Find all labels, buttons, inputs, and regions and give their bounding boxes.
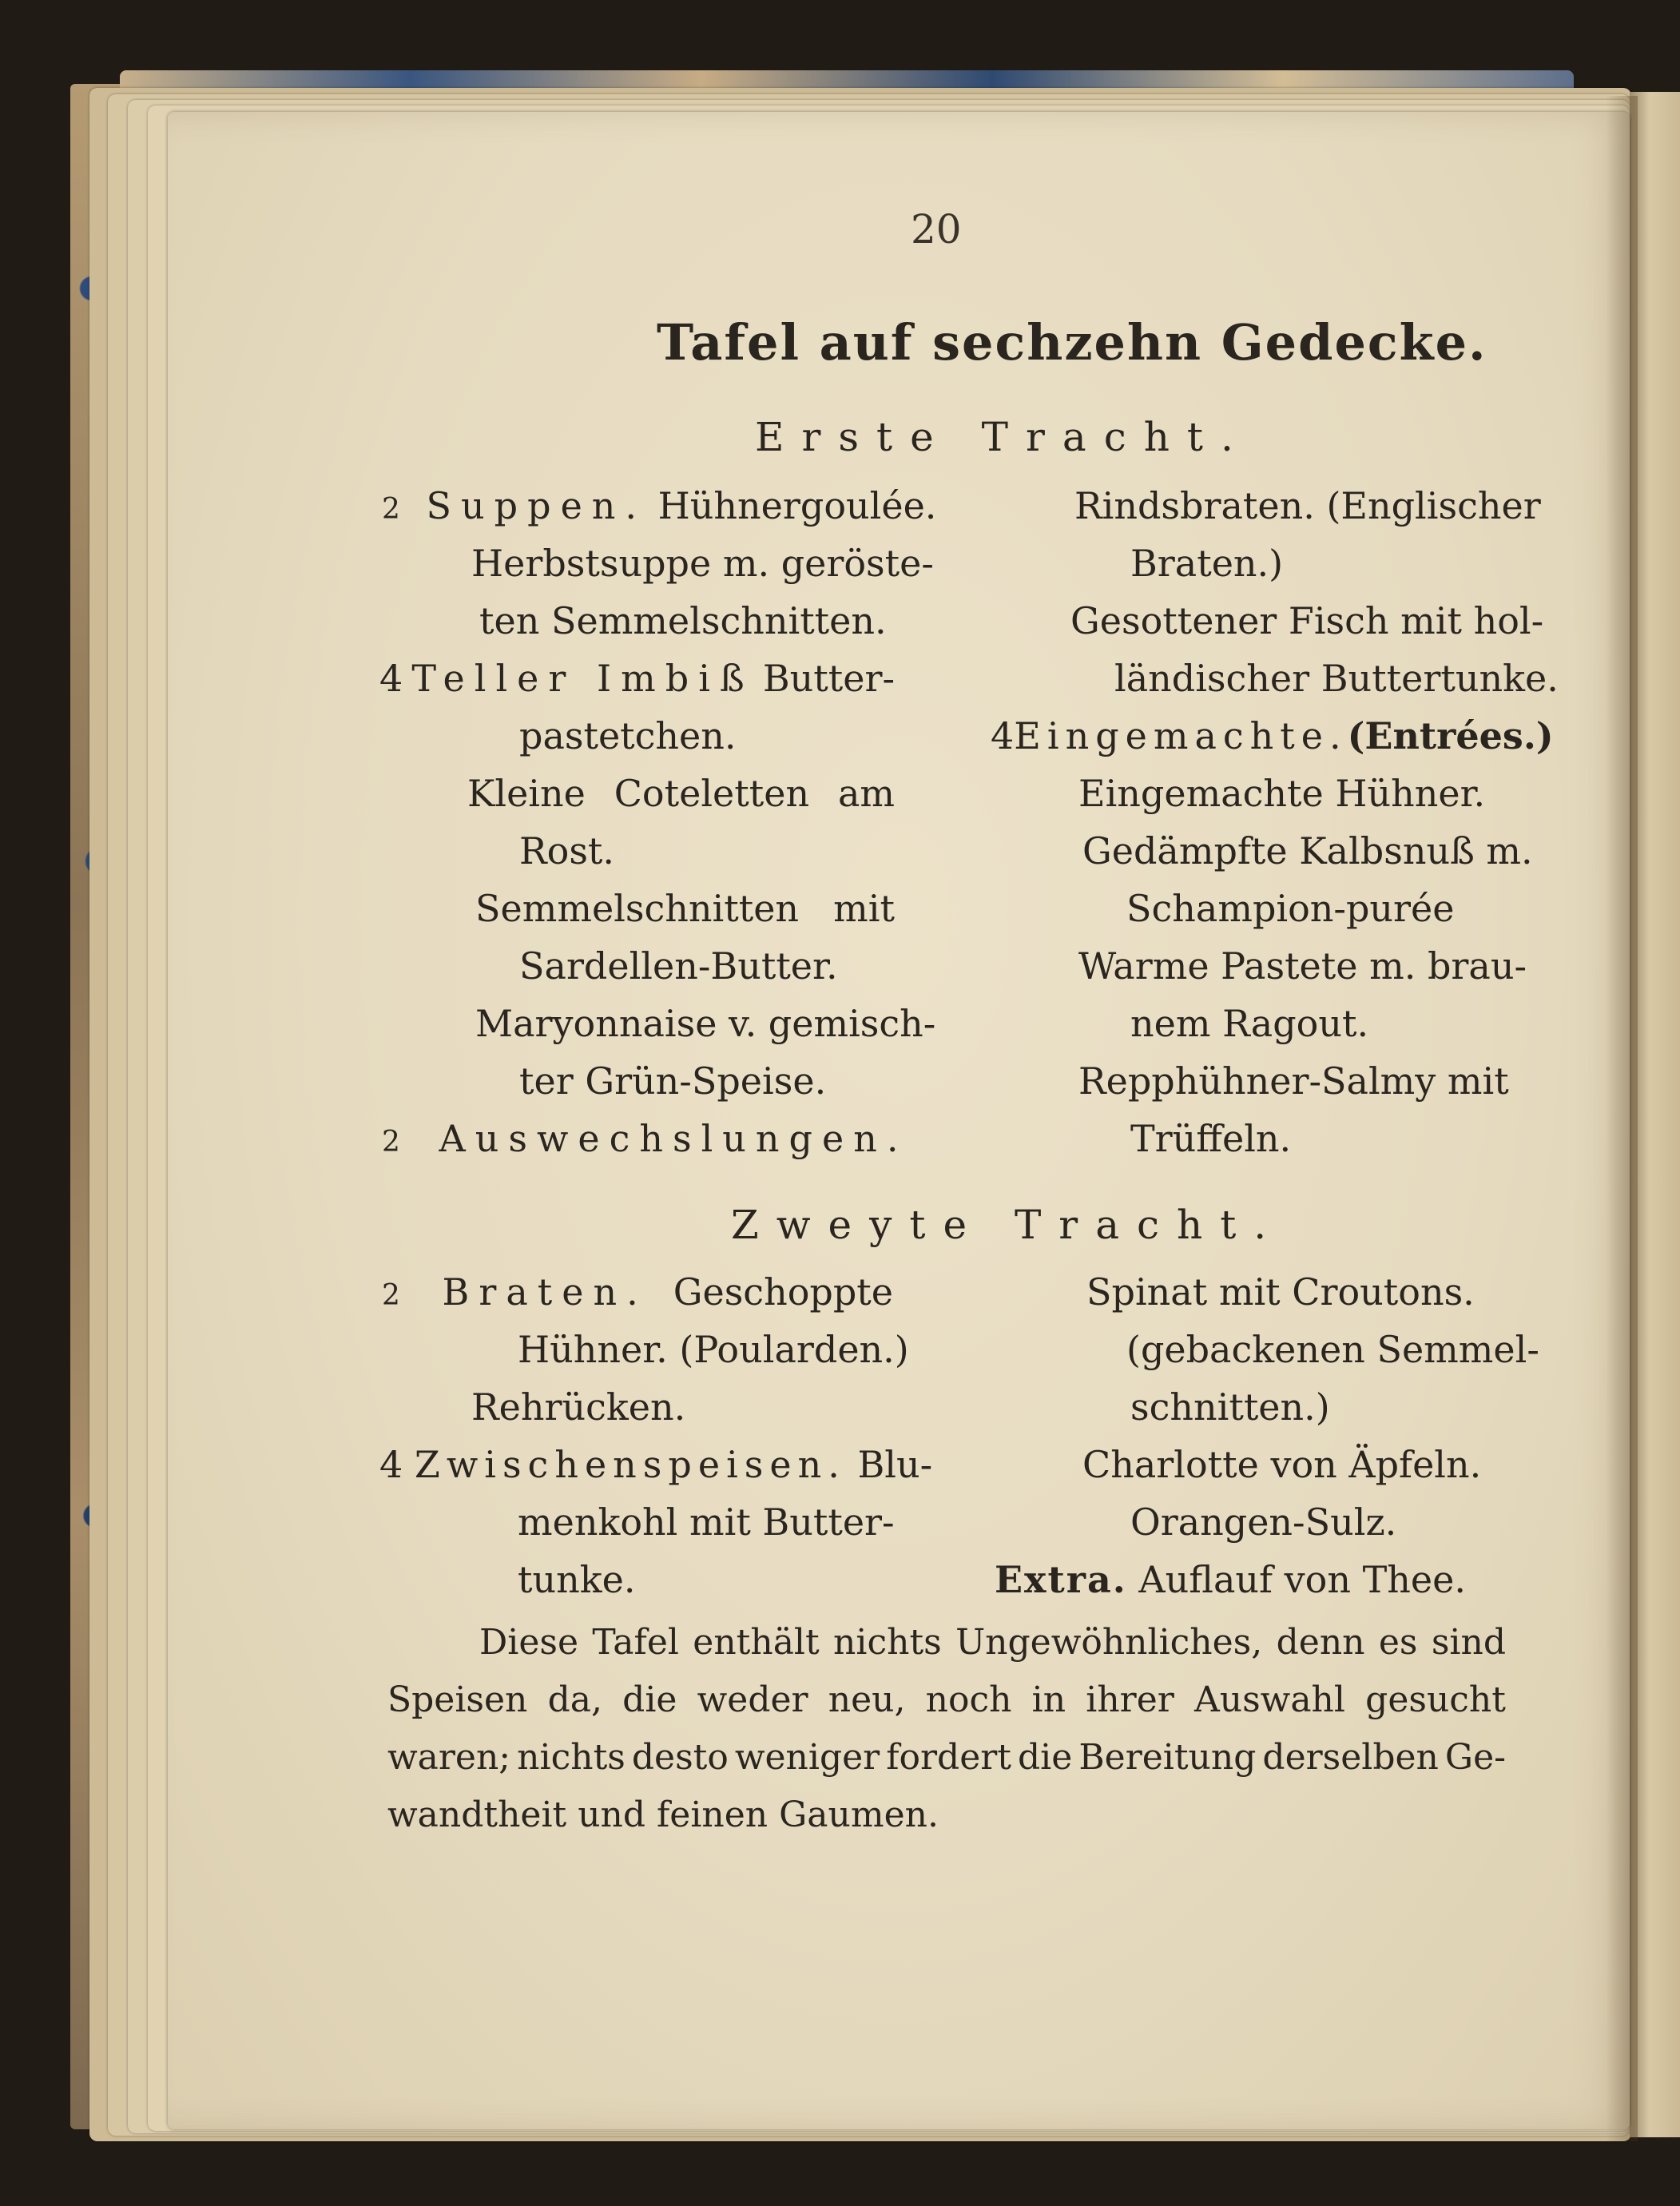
menu-line: Braten.) <box>1130 542 1284 585</box>
word: Speisen <box>387 1679 528 1720</box>
count: 2 <box>382 1279 400 1312</box>
dish-word: Kleine <box>467 772 586 815</box>
menu-line <box>991 714 1554 757</box>
word: desto <box>631 1737 729 1778</box>
menu-line <box>995 1558 1466 1601</box>
dish: (Entrées.) <box>1347 714 1554 757</box>
count: 4 <box>379 657 403 700</box>
word: gesucht <box>1365 1679 1506 1720</box>
word: Ge- <box>1444 1737 1506 1778</box>
menu-line: (gebackenen Semmel- <box>1126 1328 1539 1371</box>
menu-line: ten Semmelschnitten. <box>479 599 887 642</box>
menu-line: Rehrücken. <box>471 1385 686 1429</box>
menu-line <box>382 1117 908 1160</box>
dish-word: Coteletten <box>614 772 810 815</box>
dish-word: mit <box>833 887 895 930</box>
menu-line: Hühner. (Poularden.) <box>518 1328 909 1371</box>
section-label: Teller Imbiß <box>411 657 754 700</box>
dish-word: Semmelschnitten <box>475 887 800 930</box>
word: Ungewöhnliches, <box>955 1622 1263 1663</box>
count-and-label <box>382 1270 648 1314</box>
word: Auswahl <box>1193 1679 1345 1720</box>
menu-line: Herbstsuppe m. geröste- <box>471 542 934 585</box>
word: fordert <box>886 1737 1011 1778</box>
menu-line: Repphühner-Salmy mit <box>1078 1059 1509 1103</box>
word: enthält <box>693 1622 820 1663</box>
section-label: Suppen. <box>426 484 647 527</box>
menu-line: Eingemachte Hühner. <box>1078 772 1486 815</box>
word: in <box>1031 1679 1066 1720</box>
word: waren; <box>387 1737 511 1778</box>
dish-word: am <box>837 772 895 815</box>
count: 2 <box>382 493 400 526</box>
menu-line <box>475 887 895 930</box>
menu-line <box>379 657 895 700</box>
menu-line: menkohl mit Butter- <box>518 1500 895 1544</box>
menu-line: Sardellen-Butter. <box>519 944 838 988</box>
word: weniger <box>734 1737 880 1778</box>
word: denn <box>1276 1622 1365 1663</box>
dish: Butter- <box>762 657 895 700</box>
menu-line: Gesottener Fisch mit hol- <box>1070 599 1544 642</box>
menu-line <box>467 772 895 815</box>
menu-line: nem Ragout. <box>1130 1002 1369 1045</box>
section-label: Zwischenspeisen. <box>414 1443 846 1486</box>
dish: Blu- <box>857 1443 933 1486</box>
paragraph-line: wandtheit und feinen Gaumen. <box>387 1795 939 1835</box>
section-label: Braten. <box>442 1270 648 1314</box>
dish: Auflauf von Thee. <box>1138 1558 1466 1601</box>
menu-line: Spinat mit Croutons. <box>1086 1270 1475 1314</box>
word: weder <box>697 1679 808 1720</box>
word: die <box>622 1679 677 1720</box>
word: nichts <box>833 1622 942 1663</box>
menu-line: Charlotte von Äpfeln. <box>1082 1443 1482 1486</box>
menu-line: Rindsbraten. (Englischer <box>1074 484 1541 527</box>
page-number: 20 <box>911 206 962 252</box>
menu-line <box>379 1443 933 1486</box>
menu-line: schnitten.) <box>1130 1385 1330 1429</box>
menu-line: Trüffeln. <box>1130 1117 1292 1160</box>
menu-line: Orangen-Sulz. <box>1130 1500 1397 1544</box>
course-heading-first: Erste Tracht. <box>755 414 1251 460</box>
course-heading-second: Zweyte Tracht. <box>731 1202 1285 1248</box>
menu-line: pastetchen. <box>519 714 737 757</box>
page-title: Tafel auf sechzehn Gedecke. <box>657 313 1487 372</box>
count: 2 <box>382 1126 400 1159</box>
word: derselben <box>1262 1737 1439 1778</box>
menu-line: Warme Pastete m. brau- <box>1078 944 1527 988</box>
word: ihrer <box>1086 1679 1174 1720</box>
paragraph-line <box>387 1679 1506 1737</box>
menu-line <box>382 484 937 527</box>
count: 4 <box>991 714 1015 757</box>
menu-line: Rost. <box>519 829 615 872</box>
menu-line: Gedämpfte Kalbsnuß m. <box>1082 829 1533 872</box>
page-gutter-shadow <box>1606 96 1638 2141</box>
word: sind <box>1431 1622 1506 1663</box>
extra-label: Extra. <box>995 1558 1127 1601</box>
count: 4 <box>379 1443 403 1486</box>
menu-line <box>382 1270 893 1314</box>
paragraph-line <box>387 1622 1506 1679</box>
word: Bereitung <box>1078 1737 1257 1778</box>
word: Diese <box>479 1622 579 1663</box>
menu-line: Maryonnaise v. gemisch- <box>475 1002 936 1045</box>
dish: Hühnergoulée. <box>657 484 937 527</box>
word: da, <box>547 1679 602 1720</box>
menu-line: ter Grün-Speise. <box>519 1059 827 1103</box>
menu-line: Schampion-purée <box>1126 887 1455 930</box>
word: Tafel <box>592 1622 679 1663</box>
word: es <box>1378 1622 1418 1663</box>
word: die <box>1018 1737 1073 1778</box>
menu-line: ländischer Buttertunke. <box>1114 657 1559 700</box>
menu-line: tunke. <box>518 1558 636 1601</box>
section-label: Eingemachte. <box>1014 714 1348 757</box>
section-label: Auswechslungen. <box>439 1117 908 1160</box>
word: nichts <box>517 1737 626 1778</box>
word: neu, <box>828 1679 906 1720</box>
closing-paragraph <box>387 1622 1506 1852</box>
word: noch <box>925 1679 1012 1720</box>
paragraph-line <box>387 1737 1506 1795</box>
dish: Geschoppte <box>673 1270 893 1314</box>
